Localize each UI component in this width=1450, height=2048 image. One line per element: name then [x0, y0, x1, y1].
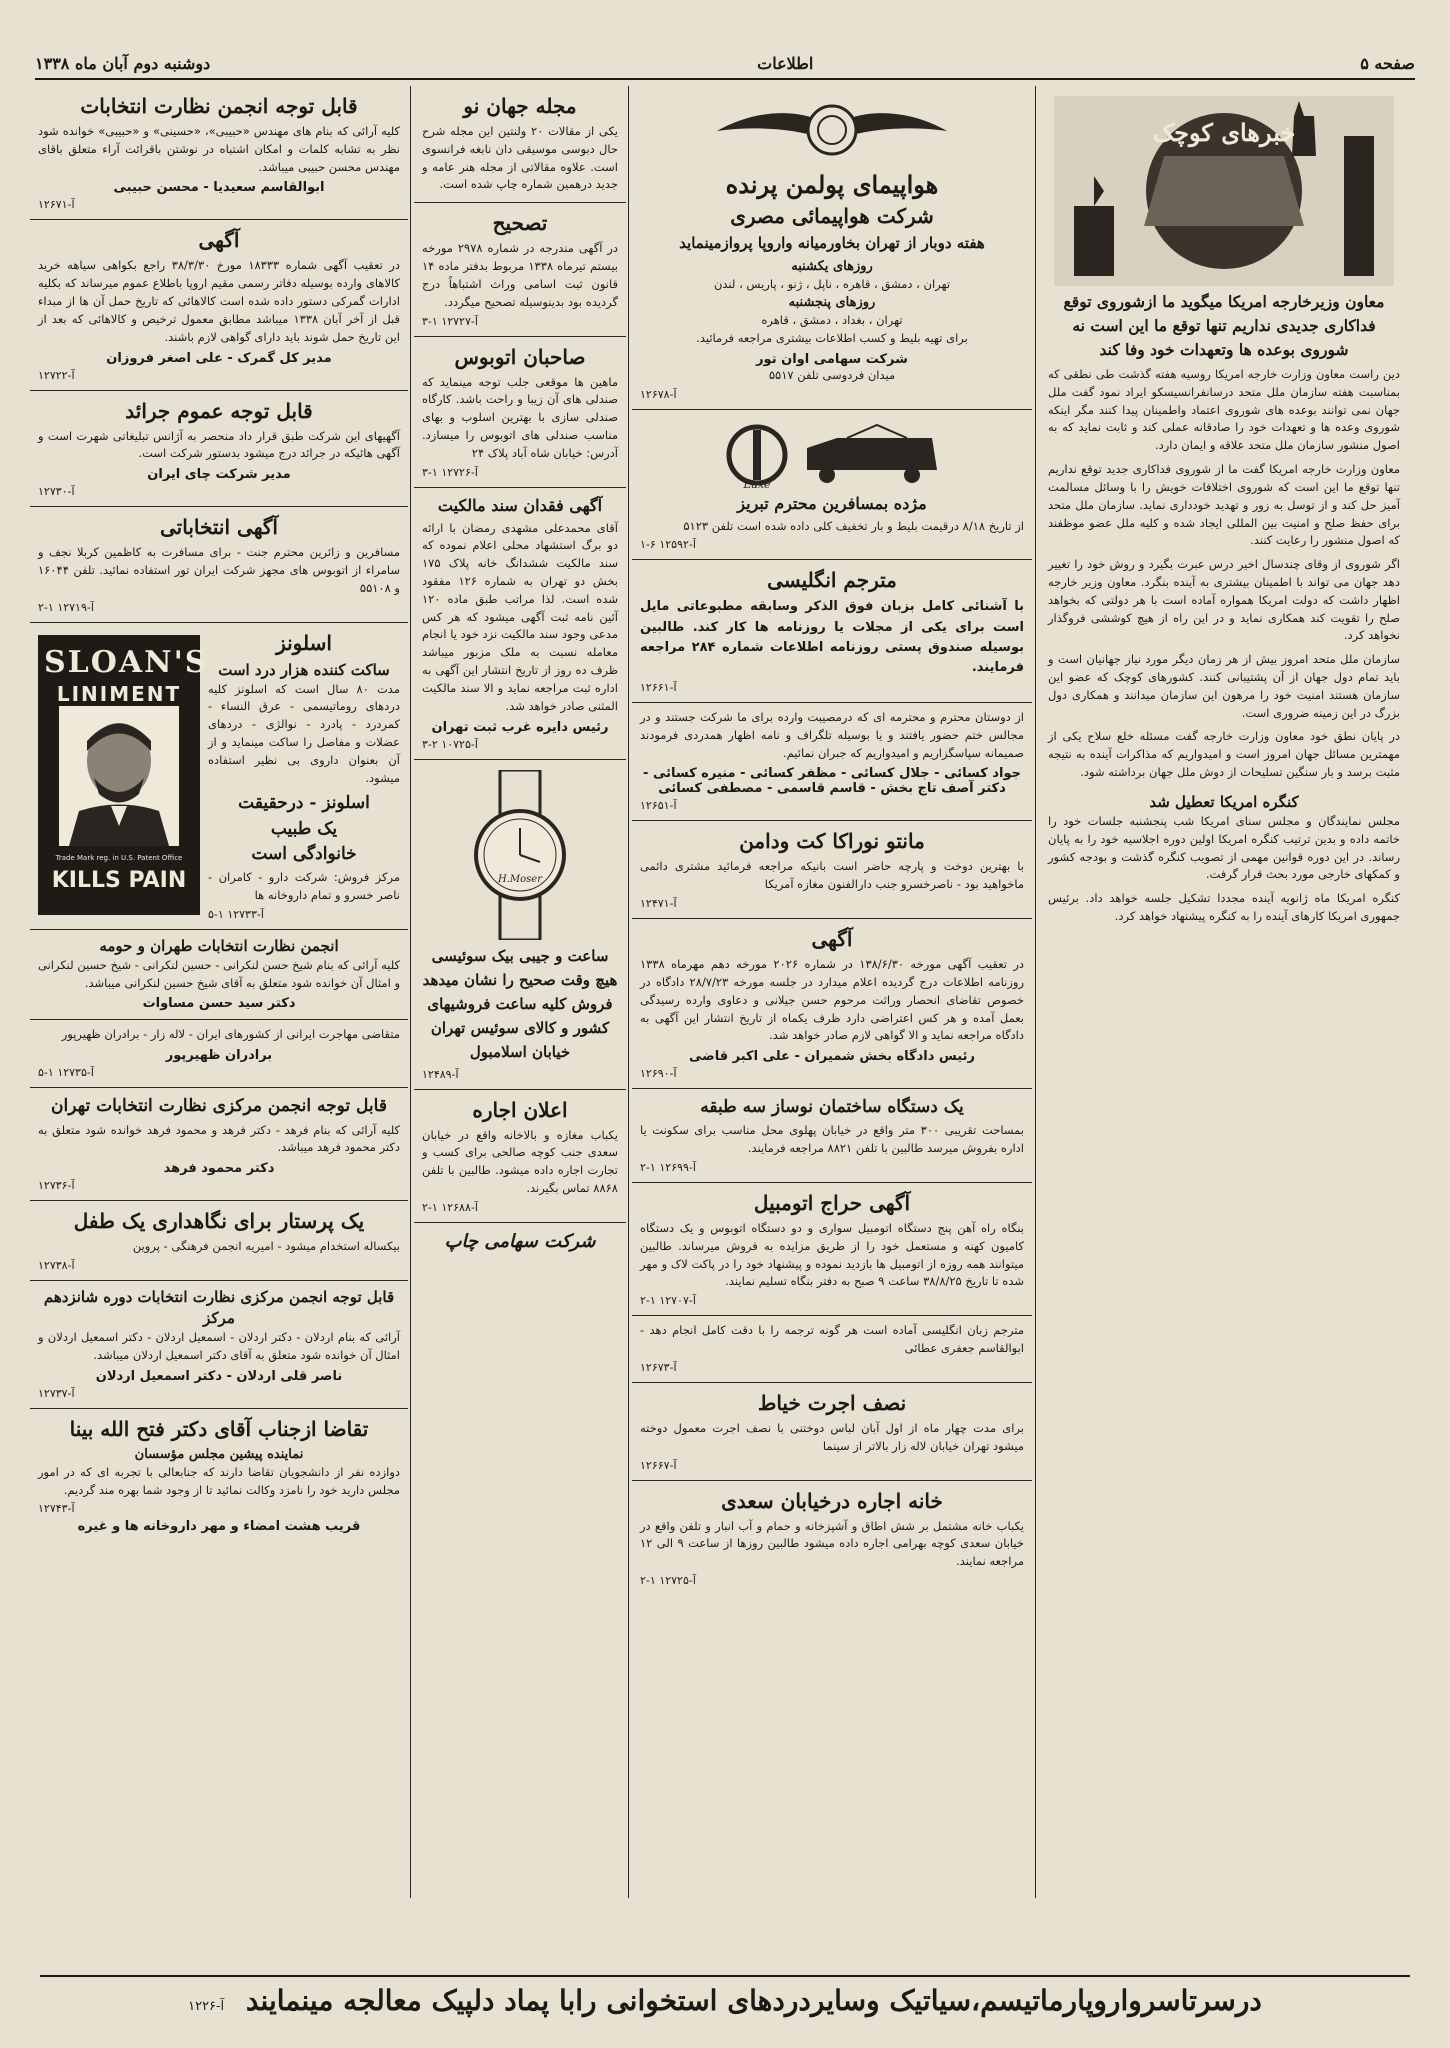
- sloans-trademark: Trade Mark reg. in U.S. Patent Office: [55, 853, 183, 862]
- sloans-agent: مرکز فروش: شرکت دارو - کامران - ناصر خسرو و تمام داروخانه ها: [208, 870, 400, 902]
- court-text: در تعقیب آگهی مورخه ۱۳۸/۶/۳۰ در شماره ۲۰۲۶ مورخه دهم مهرماه ۱۳۳۸ روزنامه اطلاعات درج گردیده اعلام میدارد در جلسه مورخه ۲۸/۷/۲۳ دادگاه در خصوص تقاضای انحصار وراثت مرحوم حسن جیلانی و دعاوی وارده رسیدگی بعمل آمده و هر کس اعتراضی دارد ظرف یکماه از تاریخ انتشار این آگهی به دادگاه مراجعه نماید و الا گواهی لازم صادر خواهد شد.: [640, 957, 1024, 1043]
- pilgrim-text: مسافرین و زائرین محترم جنت - برای مسافرت به کاظمین کربلا نجف و سامراء از اتوبوس های مجهز شرکت ایران تور استفاده نمائید. تلفن ۱۶۰۴۴ و ۵۵۱۰۸: [38, 545, 400, 595]
- request-title: تقاضا ازجناب آقای دکتر فتح الله بینا: [69, 1416, 369, 1441]
- request-notice: [30, 1409, 408, 1543]
- sloans-title: اسلونز: [276, 630, 332, 655]
- translator-title: مترجم انگلیسی: [767, 568, 897, 593]
- zahirpour-text: متقاضی مهاجرت ایرانی از کشورهای ایران - لاله زار - برادران ظهیرپور: [61, 1027, 400, 1042]
- ad-code: آ-۱۲۷۴۳: [38, 1502, 75, 1516]
- nurse-ad: [30, 1201, 408, 1281]
- footer-text: درسرتاسرواروپارماتیسم،سیاتیک وسایردردهای استخوانی رابا پماد دلپیک معالجه مینمایند: [245, 1984, 1262, 2017]
- court-signature: رئیس دادگاه بخش شمیران - علی اکبر قاضی: [689, 1049, 975, 1065]
- thanks-text: از دوستان محترم و محترمه ای که درمصیبت وارده برای ما شرکت جستند و در مجالس ختم حضور یافتند و یا بوسیله تلگراف و نامه اظهار همدردی فرمودند صمیمانه سپاسگزاریم و امیدواریم که جبران نمائیم.: [640, 710, 1024, 760]
- election-notice-title: قابل توجه انجمن مرکزی نظارت انتخابات دوره شانزدهم مرکز: [43, 1287, 395, 1327]
- sloans-kills-pain: KILLS PAIN: [51, 867, 187, 893]
- ad-code: آ-۱۲۶۸۸ ۱-۲: [422, 1200, 478, 1214]
- rent-title: اعلان اجاره: [472, 1097, 568, 1122]
- news-paragraph: دین راست معاون وزارت خارجه امریکا روسیه هفته گذشت طی نطقی که بمناسبت هفته سازمان ملل متحد درسانفرانسیسکو ایراد نمود گفت ملل جهان نمی توانند بوعده های شوروی اعتماد واطمینان پیدا کنند مگر اینکه شوروی وعده ها و تعهدات خود را صادقانه عملی کند و ثابت نماید که به اصول منشور سازمان ملل متحد علاقه و ایمان دارد.: [1048, 367, 1400, 453]
- ad-code: آ-۱۲۴۸۹: [422, 1067, 459, 1081]
- zahirpour-notice: [30, 1020, 408, 1088]
- election-notice-title: قابل توجه انجمن مرکزی نظارت انتخابات تهران: [51, 1096, 387, 1117]
- airline-title: هواپیمای پولمن پرنده: [725, 170, 939, 199]
- news-subheading: کنگره امریکا تعطیل شد: [1149, 792, 1299, 811]
- rent-text: یکباب مغازه و بالاخانه واقع در خیابان سعدی جنب کوچه صالحی برای کسب و تجارت اجاره داده میشود. طالبین با تلفن ۸۸۶۸ تماس بگیرند.: [422, 1127, 618, 1195]
- ad-code: آ-۱۲۴۷۱: [640, 897, 677, 911]
- news-paragraph: در پایان نطق خود معاون وزارت خارجه گفت مسئله خلع سلاح یکی از مهمترین مسائل جهان امروز است و امیدواریم که مذاکرات آینده به نتیجه مثبت برسد و بار سنگین تسلیحات از دوش ملل جهان برداشته شود.: [1048, 729, 1400, 780]
- ad-code: آ-۱۲۶۷۱: [38, 198, 75, 212]
- masthead-paper-name: اطلاعات: [757, 53, 814, 73]
- nurse-title: یک پرستار برای نگاهداری یک طفل: [73, 1209, 365, 1234]
- ad-code: آ-۱۲۵۹۲ ۶-۱: [640, 538, 696, 552]
- ad-code: آ-۱۲۷۳۵ ۱-۵: [38, 1066, 94, 1080]
- ad-code: آ-۱۲۷۳۷: [38, 1386, 75, 1400]
- correction-title: تصحیح: [492, 211, 548, 236]
- sloans-slogan: اسلونز - درحقیقت: [238, 793, 370, 814]
- rent-ad: [414, 1090, 626, 1223]
- thursday-route: تهران ، بغداد ، دمشق ، قاهره: [761, 313, 903, 328]
- request-subtitle: نماینده پیشین مجلس مؤسسان: [134, 1446, 304, 1462]
- election-notice-4: [30, 1281, 408, 1409]
- house-ad: [632, 1481, 1032, 1595]
- column-rule: [410, 86, 411, 1898]
- sloans-liniment-label: LINIMENT: [56, 681, 182, 706]
- news-article: [1040, 86, 1408, 934]
- request-footer: قریب هشت امضاء و مهر داروخانه ها و غیره: [77, 1519, 361, 1535]
- tabriz-bus-ad: [632, 410, 1032, 561]
- press-title: قابل توجه عموم جرائد: [125, 398, 313, 423]
- translator-ad: [632, 560, 1032, 703]
- customs-notice: [30, 220, 408, 390]
- auction-ad: [632, 1183, 1032, 1316]
- house-title: خانه اجاره درخیابان سعدی: [721, 1488, 943, 1513]
- ad-code: آ-۱۲۷۰۷ ۱-۲: [640, 1294, 696, 1308]
- building-ad: [632, 1089, 1032, 1183]
- sunday-label: روزهای یکشنبه: [791, 259, 873, 274]
- ad-code: آ-۱۲۶۷۸: [640, 387, 677, 401]
- illustration-title: خبرهای کوچک: [1152, 118, 1296, 147]
- tailor-ad: [632, 1383, 1032, 1481]
- lost-deed-signature: رئیس دایره غرب ثبت تهران: [431, 719, 609, 735]
- lost-deed-notice: [414, 488, 626, 760]
- sloans-liniment-ad: [30, 623, 408, 930]
- sloans-text: مدت ۸۰ سال است که اسلونز کلیه دردهای روماتیسمی - عرق النساء - کمردرد - پادرد - نوالژی - دردهای عضلات و مفاصل را ساکت مینماید و از آن بعنوان داروی بی نظیر استفاده میشود.: [208, 681, 400, 785]
- sloans-subtitle: ساکت کننده هزار درد است: [218, 660, 390, 679]
- bus-owners-text: ماهین ها موقعی جلب توجه مینماید که صندلی های آن زیبا و راحت باشد. کارگاه صندلی سازی با بهترین اسلوب و بهای مناسب صندلی های اتوبوس را میسازد. آدرس: خیابان شاه آباد پلاک ۲۴: [422, 374, 618, 460]
- election-notice-signature: ابوالقاسم سعیدیا - محسن حبیبی: [113, 180, 325, 196]
- english-ad: [632, 1316, 1032, 1383]
- election-notice-title: انجمن نظارت انتخابات طهران و حومه: [99, 936, 339, 955]
- footer-banner-ad: [40, 1975, 1410, 2025]
- ad-code: آ-۱۲۷۳۰: [38, 485, 75, 499]
- election-notice-2: [30, 930, 408, 1021]
- print-company: [414, 1223, 626, 1266]
- column-ads-3: [414, 86, 626, 1265]
- watch-ad: [414, 760, 626, 1090]
- tailor-text: برای مدت چهار ماه از اول آبان لباس دوختنی با نصف اجرت معمول دوخته میشود تهران خیابان لاله زار بالاتر از سینما: [640, 1420, 1024, 1453]
- press-notice: [30, 391, 408, 508]
- lost-deed-text: آقای محمدعلی مشهدی رمضان با ارائه دو برگ استشهاد محلی اعلام نموده که سند مالکیت ششدانگ خانه پلاک ۱۷۵ بخش دو تهران به شماره ۱۲۶ مفقود شده است. لذا مراتب طبق ماده ۱۲۰ آئین نامه ثبت آگهی میشود که هر کس مدعی وجود سند مالکیت نزد خود یا انجام معامله نسبت به ملک مزبور میباشد ظرف ده روز از تاریخ انتشار این آگهی به اداره ثبت مراجعه نماید و الا سند مالکیت المثنی صادر خواهد شد.: [422, 520, 618, 713]
- ad-code: آ-۱۲۶۹۰: [640, 1067, 677, 1081]
- column-ads-2: [632, 86, 1032, 1595]
- print-company-sig: شرکت سهامی چاپ: [444, 1230, 596, 1252]
- sloans-brand-box: [38, 635, 209, 915]
- press-signature: مدیر شرکت چای ایران: [147, 467, 291, 483]
- watch-text: ساعت و جیبی بیک سوئیسی هیچ وقت صحیح را نشان میدهد فروش کلیه ساعت فروشیهای کشور و کالای سوئیس تهران خیابان اسلامبول: [422, 946, 618, 1061]
- ad-code: آ-۱۲۶۵۱: [640, 799, 677, 813]
- court-title: آگهی: [811, 927, 853, 952]
- airline-schedule-line: هفته دوبار از تهران بخاورمیانه واروپا پروازمینماید: [679, 234, 985, 252]
- auction-text: بنگاه راه آهن پنج دستگاه اتومبیل سواری و دو دستگاه اتوبوس و یک دستگاه کامیون کهنه و مستعمل خود را از طریق مزایده به فروش میرساند. طالبین میتوانند همه روزه از اتومبیل ها بازدید نموده و پیشنهاد خود را در پاکت لاک و مهر شده تا تاریخ ۳۸/۸/۲۵ ساعت ۹ صبح به دفتر بنگاه تسلیم نمایند.: [640, 1221, 1024, 1289]
- building-title: یک دستگاه ساختمان نوساز سه طبقه: [700, 1097, 964, 1118]
- ad-code: آ-۱۲۶۹۹ ۱-۲: [640, 1161, 696, 1174]
- airline-ad: [632, 86, 1032, 410]
- auction-title: آگهی حراج اتومبیل: [753, 1191, 911, 1215]
- column-rule: [1035, 86, 1036, 1898]
- footer-code: آ-۱۲۲۶: [188, 1999, 225, 2014]
- lost-deed-title: آگهی فقدان سند مالکیت: [437, 495, 603, 515]
- ad-code: آ-۱۲۷۱۹ ۱-۲: [38, 600, 94, 614]
- sunday-route: تهران ، دمشق ، قاهره ، ناپل ، ژنو ، پاریس ، لندن: [713, 277, 951, 292]
- thanks-names: جواد کسائی - جلال کسائی - مظفر کسائی - منیره کسائی - دکتر آصف تاج بخش - قاسم قاسمی - مصطفی کسائی: [643, 766, 1021, 797]
- coat-ad: [632, 821, 1032, 919]
- election-notice-text: کلیه آرائی که بنام شیخ حسن لنکرانی - حسین لنکرانی - شیخ حسین لنکرانی و امثال آن خوانده شود متعلق به آقای شیخ حسین لنکرانی میباشد.: [38, 957, 400, 990]
- zahirpour-signature: برادران ظهیرپور: [165, 1048, 273, 1064]
- news-paragraph: اگر شوروی از وقای چندسال اخیر درس عبرت بگیرد و روش خود را تغییر دهد جهان می تواند با اطمینان بیشتری به آینده بنگرد. معاون وزیر خارجه اظهار داشت که دولت امریکا همواره آماده است با هر دولتی که بخواهد صلح را تقویت کند همکاری نماید و در این راه از هیچ کوششی فروگذار نخواهد کرد.: [1048, 557, 1400, 643]
- pilgrim-title: آگهی انتخاباتی: [160, 515, 278, 540]
- customs-text: در تعقیب آگهی شماره ۱۸۳۳۳ مورخ ۳۸/۳/۳۰ راجع بکواهی سیاهه خرید کالاهای وارده بوسیله دفاتر رسمی مقیم اروپا باطلاع عموم میرساند که بکلیه ادارات گمرکی دستور داده شده است کالاهائی که تاریخ حمل آن ها از مبداء قبل از آخر آبان ۱۳۳۸ میباشد مطابق معمول ترخیص و کالاهائی که بعد از این تاریخ حمل شوند باید دارای گواهی لازم باشند.: [38, 258, 400, 344]
- ad-code: آ-۱۲۶۶۷: [640, 1458, 677, 1472]
- thursday-label: روزهای پنجشنبه: [788, 295, 876, 310]
- court-notice: [632, 919, 1032, 1089]
- column-news: [1040, 86, 1408, 934]
- tabriz-text: از تاریخ ۸/۱۸ درقیمت بلیط و بار تخفیف کلی داده شده است تلفن ۵۱۲۳: [683, 518, 1024, 533]
- tailor-title: نصف اجرت خیاط: [757, 1390, 907, 1415]
- ad-code: آ-۱۲۷۳۶: [38, 1179, 75, 1193]
- ad-code: آ-۱۲۷۲۶ ۱-۳: [422, 465, 478, 479]
- nurse-text: بیکساله استخدام میشود - امیریه انجمن فرهنگی - پروین: [132, 1239, 400, 1254]
- airline-address: میدان فردوسی تلفن ۵۵۱۷: [768, 367, 896, 382]
- request-text: دوازده نفر از دانشجویان تقاضا دارند که جنابعالی با تجربه ای که در امور مجلس دارید خود را نامزد وکالت نمائید تا از وجود شما بهره مند گردیم.: [38, 1464, 400, 1497]
- building-text: بمساحت تقریبی ۳۰۰ متر واقع در خیابان پهلوی محل مناسب برای سکونت یا اداره بفروش میرسد طالبین با تلفن ۸۸۲۱ مراجعه فرمایند.: [640, 1123, 1024, 1156]
- bus-logo-icon: [717, 420, 947, 490]
- correction-text: در آگهی مندرجه در شماره ۲۹۷۸ مورخه بیستم تیرماه ۱۳۳۸ مربوط بدفتر ماده ۱۴ قانون ثبت اسامی وراث اشتباهاً درج گردیده بود بدینوسیله تصحیح میگردد.: [422, 241, 618, 309]
- election-notice-signature: دکتر سید حسن مساوات: [142, 996, 296, 1012]
- ad-code: آ-۱۲۶۷۳: [640, 1360, 677, 1374]
- luxe-logo-text: Luxe: [743, 477, 771, 490]
- news-paragraph: کنگره امریکا ماه ژانویه آینده مجددا تشکیل جلسه خواهد داد. برئیس جمهوری امریکا کارهای آینده را به کنگره پیشنهاد خواهد کرد.: [1048, 891, 1400, 923]
- magazine-ad: [414, 86, 626, 203]
- election-notice-signature: ناصر قلی اردلان - دکتر اسمعیل اردلان: [95, 1368, 343, 1384]
- dr-sloan-portrait: [59, 706, 179, 846]
- winged-logo-icon: [712, 96, 952, 166]
- election-notice-3: [30, 1088, 408, 1201]
- sloans-slogan: خانوادگی است: [251, 843, 357, 864]
- ad-code: آ-۱۲۶۶۱: [640, 681, 677, 694]
- airline-subtitle: شرکت هواپیمائی مصری: [730, 204, 934, 228]
- watch-brand: H.Moser: [498, 873, 542, 885]
- tabriz-title: مژده بمسافرین محترم تبریز: [737, 493, 927, 513]
- airline-info: برای تهیه بلیط و کسب اطلاعات بیشتری مراجعه فرمائید.: [696, 331, 968, 345]
- bus-owners-ad: [414, 337, 626, 488]
- english-text: مترجم زبان انگلیسی آماده است هر گونه ترجمه را با دقت کامل انجام دهد - ابوالقاسم جعفری عطائی: [640, 1323, 1024, 1356]
- ad-code: آ-۱۰۷۲۵ ۲-۳: [422, 737, 478, 751]
- news-paragraph: مجلس نمایندگان و مجلس سنای امریکا شب پنجشنبه جلسات خود را خاتمه داده و بدین ترتیب کنگره امریکا اولین دوره اجلاسیه خود را به پایان رساند. در این دوره قوانین مهمی از تصویب کنگره گذشت و بودجه کشور و کمکهای خارجی مورد بحث قرار گرفت.: [1048, 813, 1400, 882]
- election-notice-title: قابل توجه انجمن نظارت انتخابات: [80, 94, 358, 118]
- ad-code: آ-۱۲۷۲۷ ۱-۳: [422, 314, 478, 328]
- house-text: یکباب خانه مشتمل بر شش اطاق و آشپزخانه و حمام و آب انبار و تلفن واقع در خیابان سعدی کوچه بهرامی اجاره داده میشود طالبین روزها از ساعت ۹ الی ۱۲ مراجعه نمایند.: [640, 1518, 1024, 1569]
- sloans-slogan: یک طبیب: [270, 818, 338, 839]
- news-paragraph: سازمان ملل متحد امروز بیش از هر زمان دیگر مورد نیاز جهانیان است و باید تمام دول جهان از آن پشتیبانی کنند. کشورهای کوچک که عضو این سازمان هستند امنیت خود را مرهون این سازمان میدانند و همکاری دول بزرگ در این زمینه ضروری است.: [1048, 652, 1400, 720]
- watch-icon: [460, 770, 580, 940]
- coat-title: مانتو نوراکا کت ودامن: [739, 829, 925, 854]
- column-rule: [628, 86, 629, 1898]
- coat-text: با بهترین دوخت و پارچه حاضر است بانیکه مراجعه فرمائید مشتری دائمی ماخواهید بود - ناصرخسرو جنب دارالفنون مغازه آمریکا: [640, 859, 1024, 892]
- column-ads-4: [30, 86, 408, 1542]
- small-news-illustration: [1054, 96, 1394, 286]
- masthead-date: دوشنبه دوم آبان ماه ۱۳۳۸: [35, 53, 211, 73]
- election-notice-text: کلیه آرائی که بنام فرهد - دکتر فرهد و محمود فرهد خوانده شود متعلق به دکتر محمود فرهد میباشد.: [38, 1122, 400, 1155]
- press-text: آگهیهای این شرکت طبق قرار داد منحصر به آژانس تبلیغاتی شهرت است و آگهی هائیکه در جرائد درج میشود بدستور شرکت است.: [38, 428, 400, 461]
- translator-text: با آشنائی کامل بزبان فوق الذکر وسابقه مطبوعاتی مایل است برای یکی از مجلات یا روزنامه ها کار کند. طالبین بوسیله صندوق پستی روزنامه اطلاعات شماره ۲۸۴ مراجعه فرمایند.: [640, 599, 1024, 675]
- ad-code: آ-۱۲۷۳۸: [38, 1258, 75, 1272]
- news-headline: معاون وزیرخارجه امریکا میگوید ما ازشوروی توقع فداکاری جدیدی نداریم تنها توقع ما این است نه شوروی بوعده ها وتعهدات خود وفا کند: [1063, 292, 1385, 360]
- magazine-text: یکی از مقالات ۲۰ ولنتین این مجله شرح حال دبوسی موسیقی دان نابغه فرانسوی است. علاوه مقالاتی از مجله هنر عامه و جدید درهمین شماره چاپ شده است.: [422, 124, 618, 192]
- election-notice-signature: دکتر محمود فرهد: [163, 1161, 275, 1177]
- customs-title: آگهی: [198, 228, 240, 253]
- ad-code: آ-۱۲۷۳۳ ۱-۵: [208, 907, 264, 921]
- bus-owners-title: صاحبان اتوبوس: [454, 344, 586, 369]
- customs-signature: مدیر کل گمرک - علی اصغر فروزان: [106, 350, 332, 366]
- election-notice-1: [30, 86, 408, 220]
- ad-code: آ-۱۲۷۲۲: [38, 368, 75, 382]
- sloans-brand-name: SLOAN'S: [44, 644, 209, 680]
- election-notice-text: کلیه آرائی که بنام های مهندس «حبیبی»، «حسینی» و «حبیبی» خوانده شود نظر به تشابه کلمات و امکان اشتباه در نوشتن باقرائت آراء متعلق باقای مهندس محسن حبیبی میباشد.: [38, 124, 400, 174]
- airline-company: شرکت سهامی اوان تور: [756, 351, 908, 367]
- sloans-persian-copy: [208, 629, 400, 921]
- election-notice-text: آرائی که بنام اردلان - دکتر اردلان - اسمعیل اردلان - دکتر اسمعیل اردلان و امثال آن خوانده شود متعلق به آقای دکتر اسمعیل اردلان میباشد.: [38, 1329, 400, 1362]
- ad-code: آ-۱۲۷۲۵ ۱-۲: [640, 1573, 696, 1587]
- masthead: [35, 48, 1415, 80]
- news-paragraph: معاون وزارت خارجه امریکا گفت ما از شوروی فداکاری جدید توقع نداریم تنها توقع ما این است که شوروی اختلافات خویش را با وسائل مسالمت آمیز حل کند و از توسل به زور و تهدید خودداری نماید. سازمان ملل متحد برای حفظ صلح و امنیت بین المللی ایجاد شده و کلیه ملل عضو موظفند که اصول منشور را رعایت کنند.: [1048, 462, 1400, 548]
- magazine-title: مجله جهان نو: [463, 94, 577, 118]
- thanks-notice: [632, 703, 1032, 821]
- pilgrim-bus-ad: [30, 507, 408, 622]
- correction-notice: [414, 203, 626, 336]
- masthead-page-number: صفحه ۵: [1360, 53, 1415, 73]
